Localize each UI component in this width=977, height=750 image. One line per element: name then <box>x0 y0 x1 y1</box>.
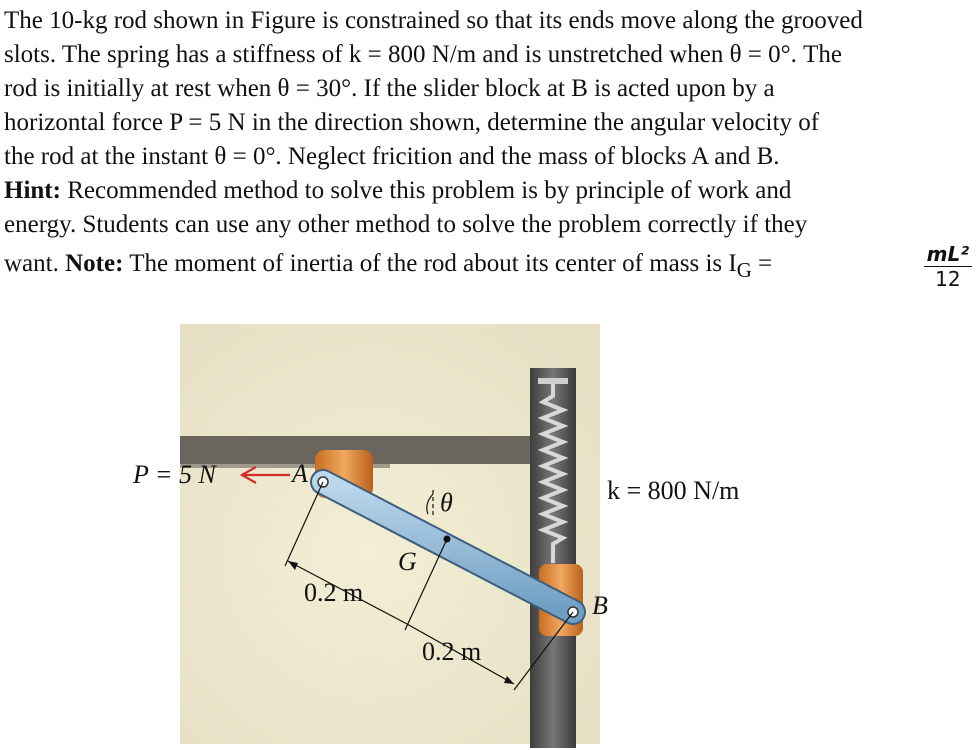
hint-label: Hint: <box>4 177 61 204</box>
problem-line-2: slots. The spring has a stiffness of k = 800 N/m and is unstretched when θ = 0°. The <box>4 41 843 68</box>
note-text: The moment of inertia of the rod about its center of mass is I <box>129 249 737 277</box>
inertia-subscript: G <box>736 257 752 282</box>
dimension-lower-label: 0.2 m <box>422 637 482 666</box>
point-g-label: G <box>398 547 417 576</box>
note-equals: = <box>758 249 773 277</box>
fraction-denominator: 12 <box>935 267 961 291</box>
note-line <box>4 242 972 291</box>
problem-text <box>4 4 972 291</box>
hint-line-1 <box>4 174 972 208</box>
problem-line-3: rod is initially at rest when θ = 30°. If the slider block at B is acted upon by a <box>4 75 775 102</box>
note-prefix: want. <box>4 249 59 277</box>
hint-line-2: energy. Students can use any other method to solve the problem correctly if they <box>4 211 808 238</box>
spring-constant-label: k = 800 N/m <box>607 476 740 505</box>
point-b-label: B <box>592 591 608 620</box>
problem-line-4: horizontal force P = 5 N in the direction shown, determine the angular velocity of <box>4 109 820 136</box>
problem-line-1: The 10-kg rod shown in Figure is constrained so that its ends move along the grooved <box>4 7 863 34</box>
note-label: Note: <box>65 249 124 277</box>
point-a-label: A <box>292 459 308 488</box>
rod-figure <box>0 318 977 750</box>
inertia-fraction <box>924 242 972 291</box>
fraction-numerator: mL² <box>924 242 972 267</box>
angle-label: θ <box>440 488 453 517</box>
problem-line-5: the rod at the instant θ = 0°. Neglect fricition and the mass of blocks A and B. <box>4 143 780 170</box>
dimension-upper-label: 0.2 m <box>304 578 364 607</box>
hint-text-1: Recommended method to solve this problem is by principle of work and <box>67 177 792 204</box>
force-label: P = 5 N <box>133 460 216 489</box>
